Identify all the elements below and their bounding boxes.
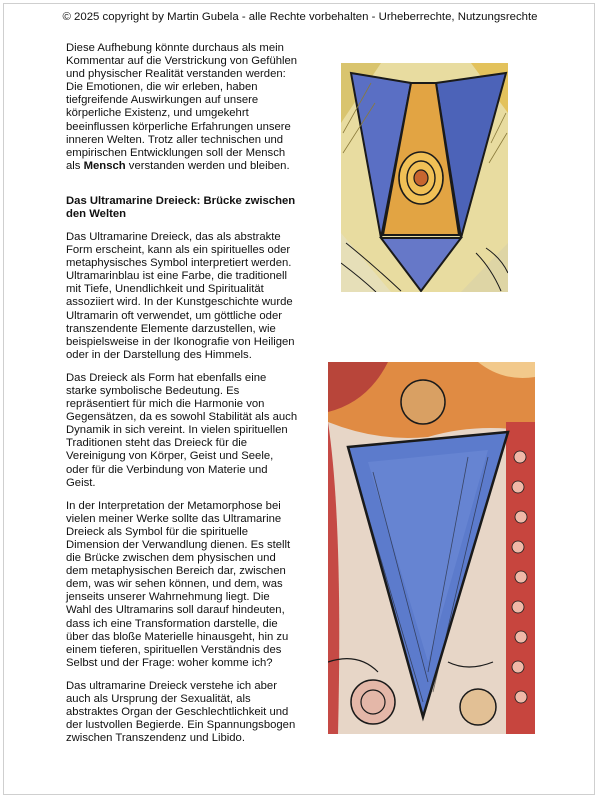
intro-text-after: verstanden werden und bleiben. xyxy=(125,159,290,172)
paragraph-sexuality: Das ultramarine Dreieck verstehe ich aber auch als Ursprung der Sexualität, als abstraktes Organ der Geschlechtlichkeit und der lustvollen Begierde. Ein Spannungsbogen zwischen Transzendenz und Libido. xyxy=(66,679,296,745)
paragraph-metamorphosis: In der Interpretation der Metamorphose bei vielen meiner Werke sollte das Ultramarine Dreieck als Symbol für die spirituelle Dimension der Verwandlung dienen. Es stellt die Brücke zwischen dem physischen und dem metaphysischen Bereich dar, zwischen dem, was wir sehen können, und dem, was jenseits unserer Wahrnehmung liegt. Die Wahl des Ultramarins soll darauf hindeuten, dass ich eine Transformation darstelle, die über das bloße Materielle hinausgeht, hin zu einem tieferen, spirituellen Verständnis des Selbst und der Frage: woher komme ich? xyxy=(66,499,291,669)
copyright-notice: © 2025 copyright by Martin Gubela - alle Rechte vorbehalten - Urheberrechte, Nutzungsrechte xyxy=(62,11,538,23)
article-column xyxy=(66,42,298,755)
intro-emphasis: Mensch xyxy=(83,159,126,172)
paragraph-ultramarine: Das Ultramarine Dreieck, das als abstrakte Form erscheint, kann als ein spirituelles oder metaphysisches Symbol interpretiert werden. Ultramarinblau ist eine Farbe, die traditionell mit Tiefe, Unendlichkeit und Spiritualität assoziiert wird. In der Kunstgeschichte wurde Ultramarin oft verwendet, um göttliche oder transzendente Elemente darzustellen, wie beispielsweise in der Ikonografie von Heiligen oder in der Darstellung des Himmels. xyxy=(66,230,295,361)
artwork-triangle-spiral xyxy=(341,63,508,292)
paragraph-triangle-form: Das Dreieck als Form hat ebenfalls eine starke symbolische Bedeutung. Es repräsentiert für mich die Harmonie von Gegensätzen, da es sowohl Stabilität als auch Dynamik in sich vereint. In vielen spirituellen Traditionen steht das Dreieck für die Vereinigung von Körper, Geist und Seele, oder für die Verbindung von Materie und Geist. xyxy=(66,371,298,489)
section-heading: Das Ultramarine Dreieck: Brücke zwischen den Welten xyxy=(66,194,296,220)
artwork-ultramarine-triangle xyxy=(328,362,535,734)
intro-paragraph xyxy=(66,42,298,173)
intro-text-before: Diese Aufhebung könnte durchaus als mein Kommentar auf die Verstrickung von Gefühlen und physischer Realität verstanden werden: Die Emotionen, die wir erleben, haben tiefgreifende Auswirkungen auf unsere körperliche Existenz, und umgekehrt beeinflussen körperliche Erfahrungen unsere inneren Welten. Trotz aller technischen und empirischen Entwicklungen soll der Mensch als xyxy=(66,42,298,172)
